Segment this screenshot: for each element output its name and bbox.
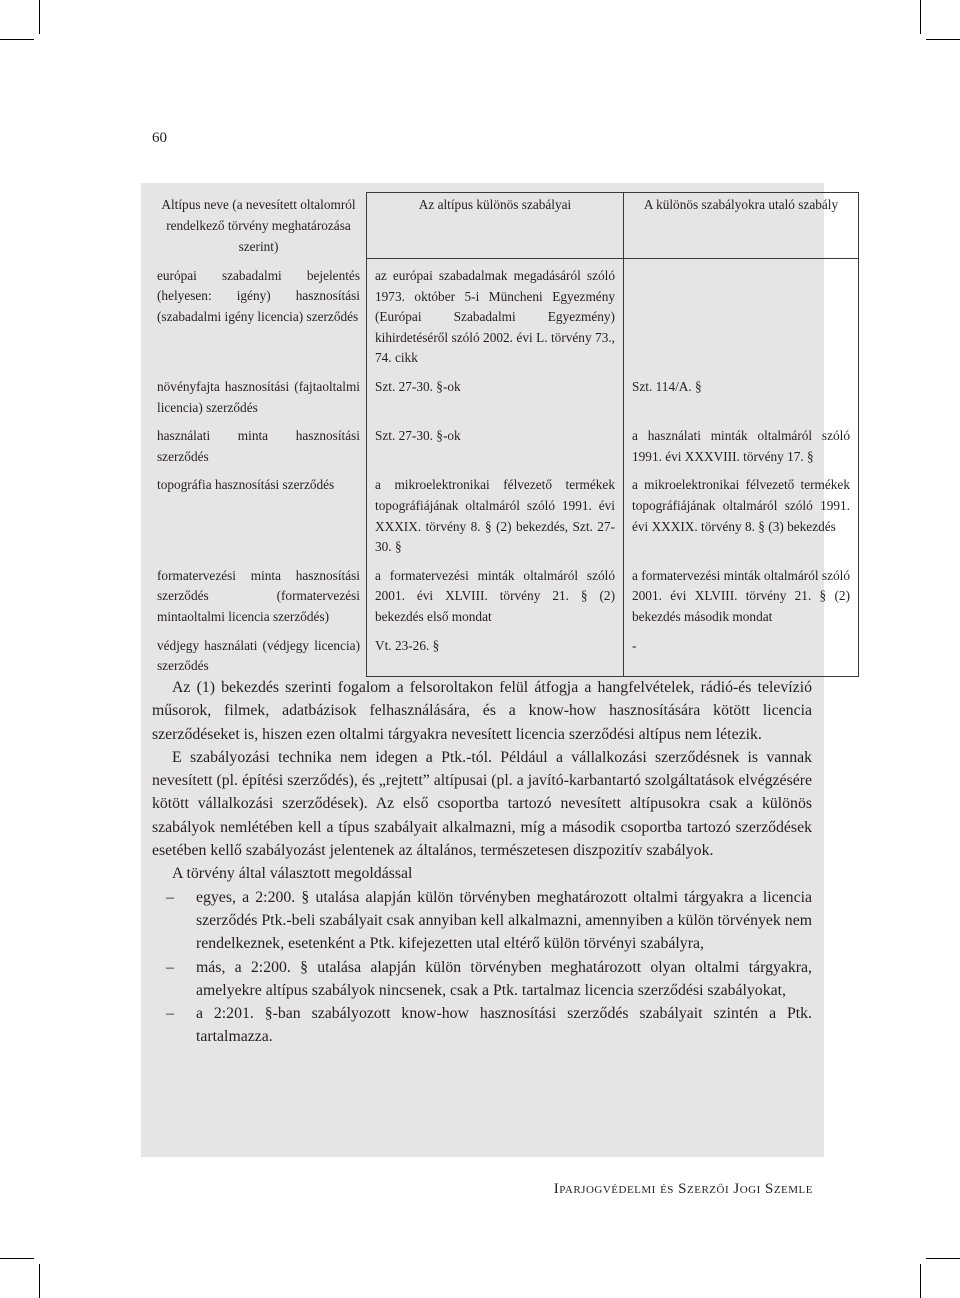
crop-mark: [0, 1258, 34, 1259]
cell-rules: a formatervezési minták oltalmáról szóló 2001. évi XLVIII. törvény 21. § (2) bekezdés első mondat: [367, 566, 624, 636]
column-header-reference: A különös szabályokra utaló szabály: [624, 193, 859, 259]
crop-mark: [920, 0, 921, 34]
cell-reference: a formatervezési minták oltalmáról szóló 2001. évi XLVIII. törvény 21. § (2) bekezdés második mondat: [624, 566, 859, 636]
table-header-row: [151, 193, 859, 259]
table-row: [151, 377, 859, 426]
column-header-rules: Az altípus különös szabályai: [367, 193, 624, 259]
subtype-table: [151, 192, 859, 677]
crop-mark: [0, 39, 34, 40]
dash-marker: –: [166, 1005, 174, 1023]
table-row: [151, 475, 859, 565]
crop-mark: [926, 39, 960, 40]
dash-list: [152, 886, 812, 1049]
journal-title-footer: Iparjogvédelmi és Szerzői Jogi Szemle: [553, 1181, 813, 1197]
table-row: [151, 636, 859, 677]
page-number: 60: [152, 130, 167, 146]
paragraph: Az (1) bekezdés szerinti fogalom a felsoroltakon felül átfogja a hangfelvételek, rádió-és televízió műsorok, filmek, adatbázisok felhasználására, és a know-how hasznosítására kötött licencia szerződéseket is, hiszen ezen oltalmi tárgyakra nevesített licencia szerződési altípus nem létezik.: [152, 679, 812, 743]
cell-rules: Szt. 27-30. §-ok: [367, 377, 624, 426]
list-item-text: egyes, a 2:200. § utalása alapján külön törvényben meghatározott oltalmi tárgyakra a licencia szerződés Ptk.-beli szabályait csak annyiban kell alkalmazni, amennyiben a külön törvények nem rendelkeznek, esetenként a Ptk. kifejezetten utal eltérő külön törvényi szabályra,: [196, 888, 812, 953]
paragraph: A törvény által választott megoldással: [172, 865, 413, 883]
body-text: [152, 676, 812, 1049]
list-item-text: más, a 2:200. § utalása alapján külön törvényben meghatározott olyan oltalmi tárgyakra, amelyekre altípus szabályok nincsenek, csak a Ptk. tartalmaz licencia szerződési szabályokat,: [196, 958, 812, 999]
cell-subtype: védjegy használati (védjegy licencia) szerződés: [157, 637, 360, 674]
cell-reference: [624, 259, 859, 377]
paragraph: E szabályozási technika nem idegen a Ptk.-tól. Például a vállalkozási szerződésnek is vannak nevesített (pl. építési szerződés), és „rejtett” altípusai (pl. a javító-karbantartó szolgáltatások elvégzésére kötött vállalkozási szerződések). Az első csoportba tartozó nevesített altípusokra csak a különös szabályok nemlétében kell a típus szabályait alkalmazni, míg a második csoportba tartozó szerződések esetében kellő szabályozást jelentenek az általános, természetesen diszpozitív szabályok.: [152, 748, 812, 860]
cell-reference: a használati minták oltalmáról szóló 1991. évi XXXVIII. törvény 17. §: [624, 426, 859, 475]
cell-reference: -: [624, 636, 859, 677]
cell-subtype: európai szabadalmi bejelentés (helyesen: igény) hasznosítási (szabadalmi igény licencia) szerződés: [157, 267, 360, 324]
cell-subtype: topográfia hasznosítási szerződés: [157, 477, 335, 493]
column-header-subtype: Altípus neve (a nevesített oltalomról rendelkező törvény meghatározása szerint): [151, 193, 367, 259]
list-item-text: a 2:201. §-ban szabályozott know-how hasznosítási szerződés szabályait szintén a Ptk. tartalmazza.: [196, 1005, 812, 1046]
cell-rules: az európai szabadalmak megadásáról szóló 1973. október 5-i Müncheni Egyezmény (Európai Szabadalmi Egyezmény) kihirdetéséről szóló 2002. évi L. törvény 73., 74. cikk: [367, 259, 624, 377]
crop-mark: [926, 1258, 960, 1259]
cell-subtype: formatervezési minta hasznosítási szerződés (formatervezési mintaoltalmi licencia szerződés): [157, 567, 360, 624]
dash-marker: –: [166, 958, 174, 976]
list-item: [152, 886, 812, 956]
crop-mark: [920, 1264, 921, 1298]
crop-mark: [39, 1264, 40, 1298]
cell-rules: a mikroelektronikai félvezető termékek topográfiájának oltalmáról szóló 1991. évi XXXIX. törvény 8. § (2) bekezdés, Szt. 27-30. §: [367, 475, 624, 565]
table-row: [151, 426, 859, 475]
cell-subtype: használati minta hasznosítási szerződés: [157, 428, 360, 464]
cell-rules: Szt. 27-30. §-ok: [367, 426, 624, 475]
cell-reference: Szt. 114/A. §: [624, 377, 859, 426]
cell-rules: Vt. 23-26. §: [367, 636, 624, 677]
cell-subtype: növényfajta hasznosítási (fajtaoltalmi licencia) szerződés: [157, 378, 360, 415]
table-row: [151, 566, 859, 636]
list-item: [152, 956, 812, 1003]
cell-reference: a mikroelektronikai félvezető termékek topográfiájának oltalmáról szóló 1991. évi XXXIX. törvény 8. § (3) bekezdés: [624, 475, 859, 565]
dash-marker: –: [166, 888, 174, 906]
list-item: [152, 1002, 812, 1049]
crop-mark: [39, 0, 40, 34]
table-row: [151, 259, 859, 377]
